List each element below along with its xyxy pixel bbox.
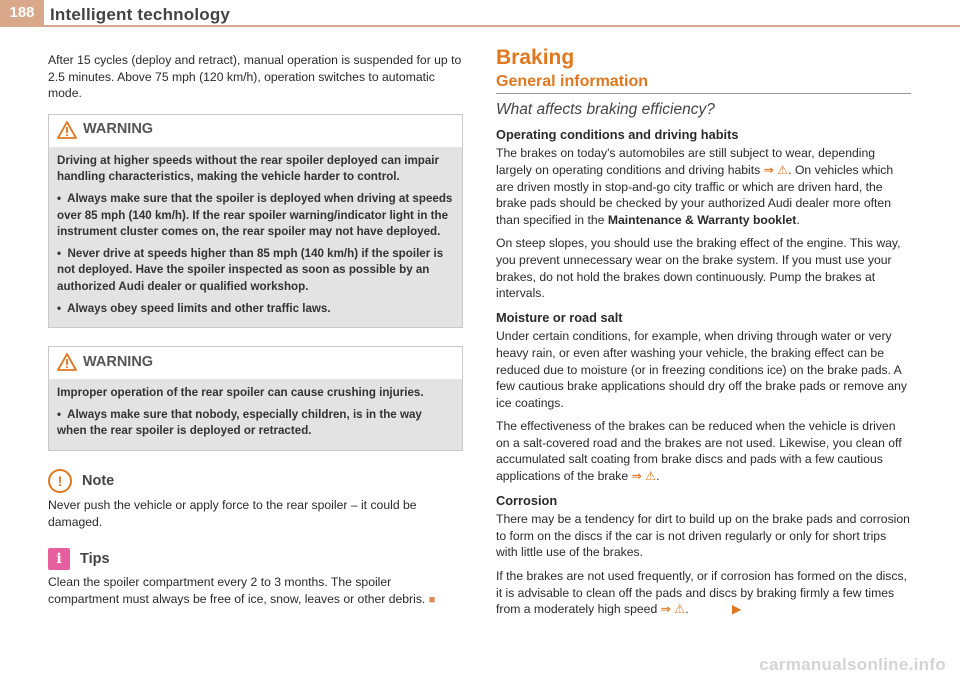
info-icon: i bbox=[48, 548, 70, 570]
note-header bbox=[48, 469, 463, 493]
warning-bullet: • Always obey speed limits and other traffic laws. bbox=[57, 301, 331, 315]
warning-body bbox=[49, 379, 462, 450]
arrow-icon: ⇒ bbox=[763, 162, 774, 177]
warning-title: WARNING bbox=[83, 121, 154, 138]
warning-bullet: • Never drive at speeds higher than 85 mph (140 km/h) if the spoiler is not deployed. Have the spoiler inspected as soon as possible by an authorized Audi dealer or qualified workshop. bbox=[57, 246, 444, 293]
intro-paragraph: After 15 cycles (deploy and retract), manual operation is suspended for up to 2.5 minutes. Above 75 mph (120 km/h), operation switches to automatic mode. bbox=[48, 53, 462, 101]
chapter-heading: Braking bbox=[496, 46, 575, 69]
paragraph: There may be a tendency for dirt to build up on the brake pads and corrosion to form on the discs if the car is not driven regularly or only for short trips with little use of the brakes. bbox=[496, 512, 910, 560]
continue-arrow-icon: ▶ bbox=[731, 602, 742, 617]
warning-ref-icon: ⚠ bbox=[674, 602, 686, 617]
note-title: Note bbox=[82, 472, 115, 489]
warning-bullet: • Always make sure that the spoiler is deployed when driving at speeds over 85 mph (140 km/h). If the rear spoiler warning/indicator light in the instrument cluster comes on, the rear spoiler may not have deployed. bbox=[57, 191, 453, 239]
warning-lead: Driving at higher speeds without the rear spoiler deployed can impair handling characteristics, making the vehicle harder to control. bbox=[57, 153, 440, 184]
watermark: carmanualsonline.info bbox=[759, 655, 946, 674]
note-text: Never push the vehicle or apply force to the rear spoiler – it could be damaged. bbox=[48, 497, 417, 529]
warning-header bbox=[49, 347, 462, 379]
right-column bbox=[496, 46, 911, 625]
header-rule bbox=[0, 25, 960, 27]
warning-triangle-icon bbox=[57, 121, 77, 139]
subsection-title: Corrosion bbox=[496, 492, 558, 508]
warning-ref-icon: ⚠ bbox=[777, 162, 789, 177]
warning-lead: Improper operation of the rear spoiler can cause crushing injuries. bbox=[57, 386, 424, 400]
warning-header bbox=[49, 115, 462, 147]
section-heading: General information bbox=[496, 74, 911, 95]
paragraph: The brakes on today's automobiles are still subject to wear, depending largely on operating conditions and driving habits ⇒ ⚠. On vehicles which are driven mostly in stop-and-go city traffic or which are driven hard, the brake pads should be checked by your authorized Audi dealer more often than specified in the Maintenance & Warranty booklet. bbox=[496, 146, 894, 227]
paragraph: If the brakes are not used frequently, or if corrosion has formed on the discs, it is advisable to clean off the pads and discs by braking firmly a few times from a moderately high speed ⇒ ⚠. ▶ bbox=[496, 569, 907, 617]
question-heading: What affects braking efficiency? bbox=[496, 101, 715, 119]
subsection-title: Moisture or road salt bbox=[496, 309, 623, 325]
tips-text: Clean the spoiler compartment every 2 to 3 months. The spoiler compartment must always be free of ice, snow, leaves or other debris. ■ bbox=[48, 575, 436, 606]
page-number: 188 bbox=[0, 0, 44, 26]
warning-body bbox=[49, 147, 462, 327]
tips-header bbox=[48, 548, 463, 570]
warning-triangle-icon bbox=[57, 353, 77, 371]
paragraph: The effectiveness of the brakes can be reduced when the vehicle is driven on a salt-covered road and the brakes are not used. Likewise, you clean off accumulated salt coating from brake discs and pads with a few cautious applications of the brake ⇒ ⚠. bbox=[496, 419, 902, 484]
arrow-icon: ⇒ bbox=[660, 602, 671, 617]
warning-bullet: • Always make sure that nobody, especially children, is in the way when the rear spoiler is deployed or retracted. bbox=[57, 407, 422, 438]
warning-box-1 bbox=[48, 114, 463, 328]
left-column bbox=[48, 52, 463, 615]
paragraph: Under certain conditions, for example, when driving through water or very heavy rain, or even after washing your vehicle, the braking effect can be reduced due to moisture (or in freezing conditions ice) on the brake pads. A few cautious brake applications should dry off the brake pads or remove any ice coatings. bbox=[496, 329, 908, 410]
paragraph: On steep slopes, you should use the braking effect of the engine. This way, you prevent unnecessary wear on the brake system. If you must use your brakes, do not hold the brakes down continuously. Pump the brakes at intervals. bbox=[496, 236, 901, 301]
subsection-title: Operating conditions and driving habits bbox=[496, 126, 739, 142]
arrow-icon: ⇒ bbox=[631, 469, 642, 484]
warning-box-2 bbox=[48, 346, 463, 451]
warning-title: WARNING bbox=[83, 353, 154, 370]
end-marker-icon: ■ bbox=[428, 593, 436, 606]
tips-title: Tips bbox=[80, 550, 110, 567]
section-title: Intelligent technology bbox=[50, 5, 231, 24]
warning-ref-icon: ⚠ bbox=[645, 469, 657, 484]
note-icon: ! bbox=[48, 469, 72, 493]
